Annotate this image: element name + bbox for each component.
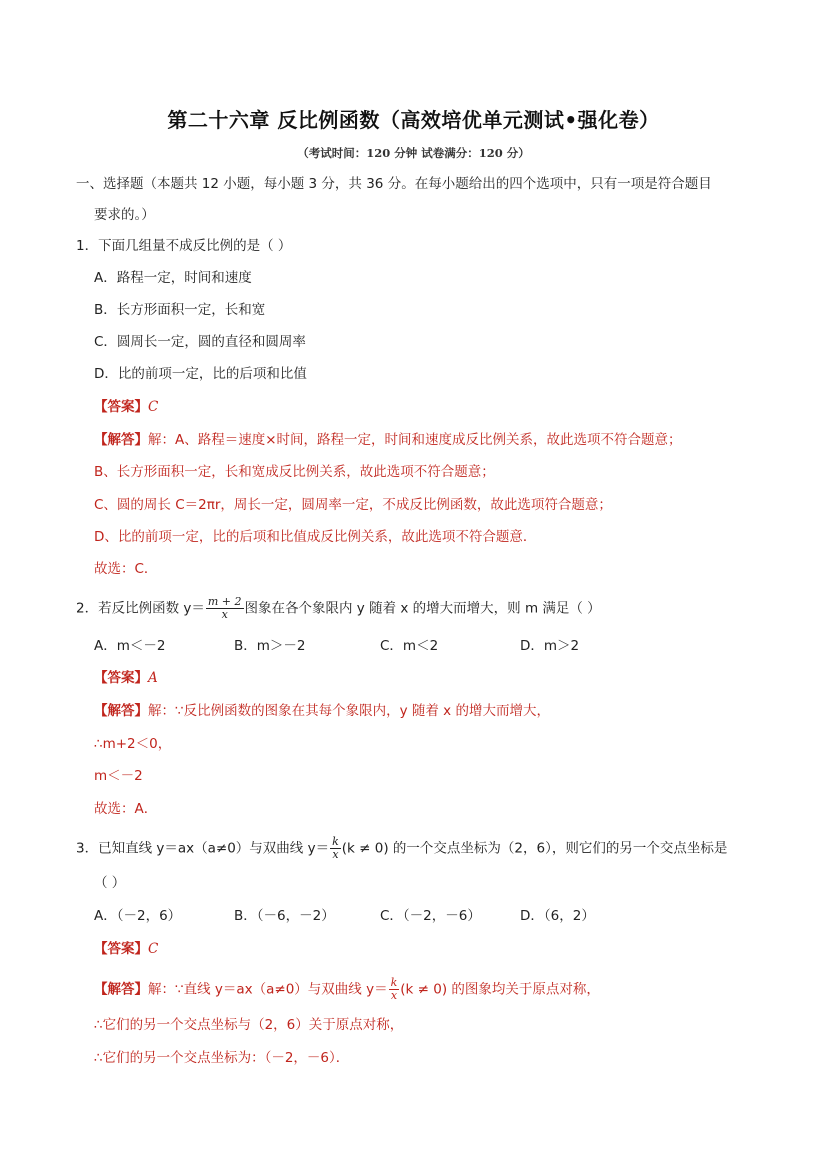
section-heading-cont: 要求的。） [94, 207, 155, 223]
q1-stem: 1．下面几组量不成反比例的是（ ） [76, 238, 292, 254]
q1-answer [94, 397, 158, 417]
q2-stem-before: 2．若反比例函数 y＝ [76, 600, 205, 617]
analysis-tag: 【解答】 [94, 432, 148, 448]
q2-analysis-2: ∴m+2＜0， [94, 736, 172, 752]
answer-value: C [148, 941, 159, 957]
q3-numerator: k [332, 835, 339, 848]
answer-value: A [148, 670, 158, 686]
q2-option-d: D．m＞2 [520, 638, 580, 654]
answer-tag: 【答案】 [94, 670, 148, 686]
q3-analysis-denominator: x [390, 989, 398, 1002]
q2-answer [94, 668, 158, 688]
q2-analysis-3: m＜－2 [94, 768, 143, 784]
q3-analysis-fraction [389, 977, 400, 1002]
q2-denominator: x [221, 608, 228, 621]
page-title: 第二十六章 反比例函数（高效培优单元测试•强化卷） [167, 108, 660, 132]
q3-stem-cont: （ ） [94, 875, 126, 891]
q3-stem-before: 3．已知直线 y＝ax（a≠0）与双曲线 y＝ [76, 840, 330, 857]
q1-option-a: A．路程一定，时间和速度 [94, 270, 252, 286]
analysis-text: 解：∵反比例函数的图象在其每个象限内，y 随着 x 的增大而增大， [148, 703, 550, 719]
section-heading: 一、选择题（本题共 12 小题，每小题 3 分，共 36 分。在每小题给出的四个选项中，只有一项是符合题目 [76, 176, 712, 192]
q2-stem-after: 图象在各个象限内 y 随着 x 的增大而增大，则 m 满足（ ） [244, 600, 601, 617]
answer-value: C [148, 399, 159, 415]
answer-tag: 【答案】 [94, 399, 148, 415]
q2-analysis-1 [94, 701, 550, 721]
q2-analysis-4: 故选：A． [94, 801, 158, 817]
q3-option-a: A．（－2，6） [94, 908, 182, 924]
q3-denominator: x [332, 848, 339, 861]
q2-option-b: B．m＞－2 [234, 638, 306, 654]
q3-answer [94, 939, 158, 959]
q1-analysis-5: 故选：C． [94, 561, 158, 577]
q3-analysis-2: ∴它们的另一个交点坐标与（2，6）关于原点对称， [94, 1017, 404, 1033]
q1-analysis-1 [94, 430, 682, 450]
q1-analysis-2: B、长方形面积一定，长和宽成反比例关系，故此选项不符合题意； [94, 464, 495, 480]
analysis-tag: 【解答】 [94, 981, 148, 998]
analysis-before: 解：∵直线 y＝ax（a≠0）与双曲线 y＝ [148, 981, 388, 998]
q3-option-b: B．（－6，－2） [234, 908, 335, 924]
q2-numerator: m + 2 [207, 595, 242, 608]
q1-option-c: C．圆周长一定，圆的直径和圆周率 [94, 334, 306, 350]
q1-option-b: B．长方形面积一定，长和宽 [94, 302, 266, 318]
q2-option-c: C．m＜2 [380, 638, 439, 654]
q3-option-d: D．（6，2） [520, 908, 595, 924]
q3-analysis-numerator: k [390, 976, 398, 989]
q3-option-c: C．（－2，－6） [380, 908, 481, 924]
q3-stem [76, 836, 727, 861]
q3-analysis-3: ∴它们的另一个交点坐标为：（－2，－6）． [94, 1050, 350, 1066]
q3-stem-after: (k ≠ 0) 的一个交点坐标为（2，6），则它们的另一个交点坐标是 [341, 840, 728, 857]
q1-analysis-4: D、比的前项一定，比的后项和比值成反比例关系，故此选项不符合题意． [94, 529, 537, 545]
q1-analysis-3: C、圆的周长 C＝2πr，周长一定，圆周率一定，不成反比例函数，故此选项符合题意； [94, 497, 612, 513]
analysis-text: 解：A、路程＝速度×时间，路程一定，时间和速度成反比例关系，故此选项不符合题意； [148, 432, 682, 448]
answer-tag: 【答案】 [94, 941, 148, 957]
exam-info: （考试时间：120 分钟 试卷满分：120 分） [297, 146, 530, 160]
q2-option-a: A．m＜－2 [94, 638, 166, 654]
q3-fraction [330, 836, 341, 861]
q2-fraction [206, 596, 244, 621]
q3-analysis-1 [94, 977, 600, 1002]
q1-option-d: D．比的前项一定，比的后项和比值 [94, 366, 307, 382]
q2-stem [76, 596, 601, 621]
analysis-after: (k ≠ 0) 的图象均关于原点对称， [400, 981, 600, 998]
analysis-tag: 【解答】 [94, 703, 148, 719]
